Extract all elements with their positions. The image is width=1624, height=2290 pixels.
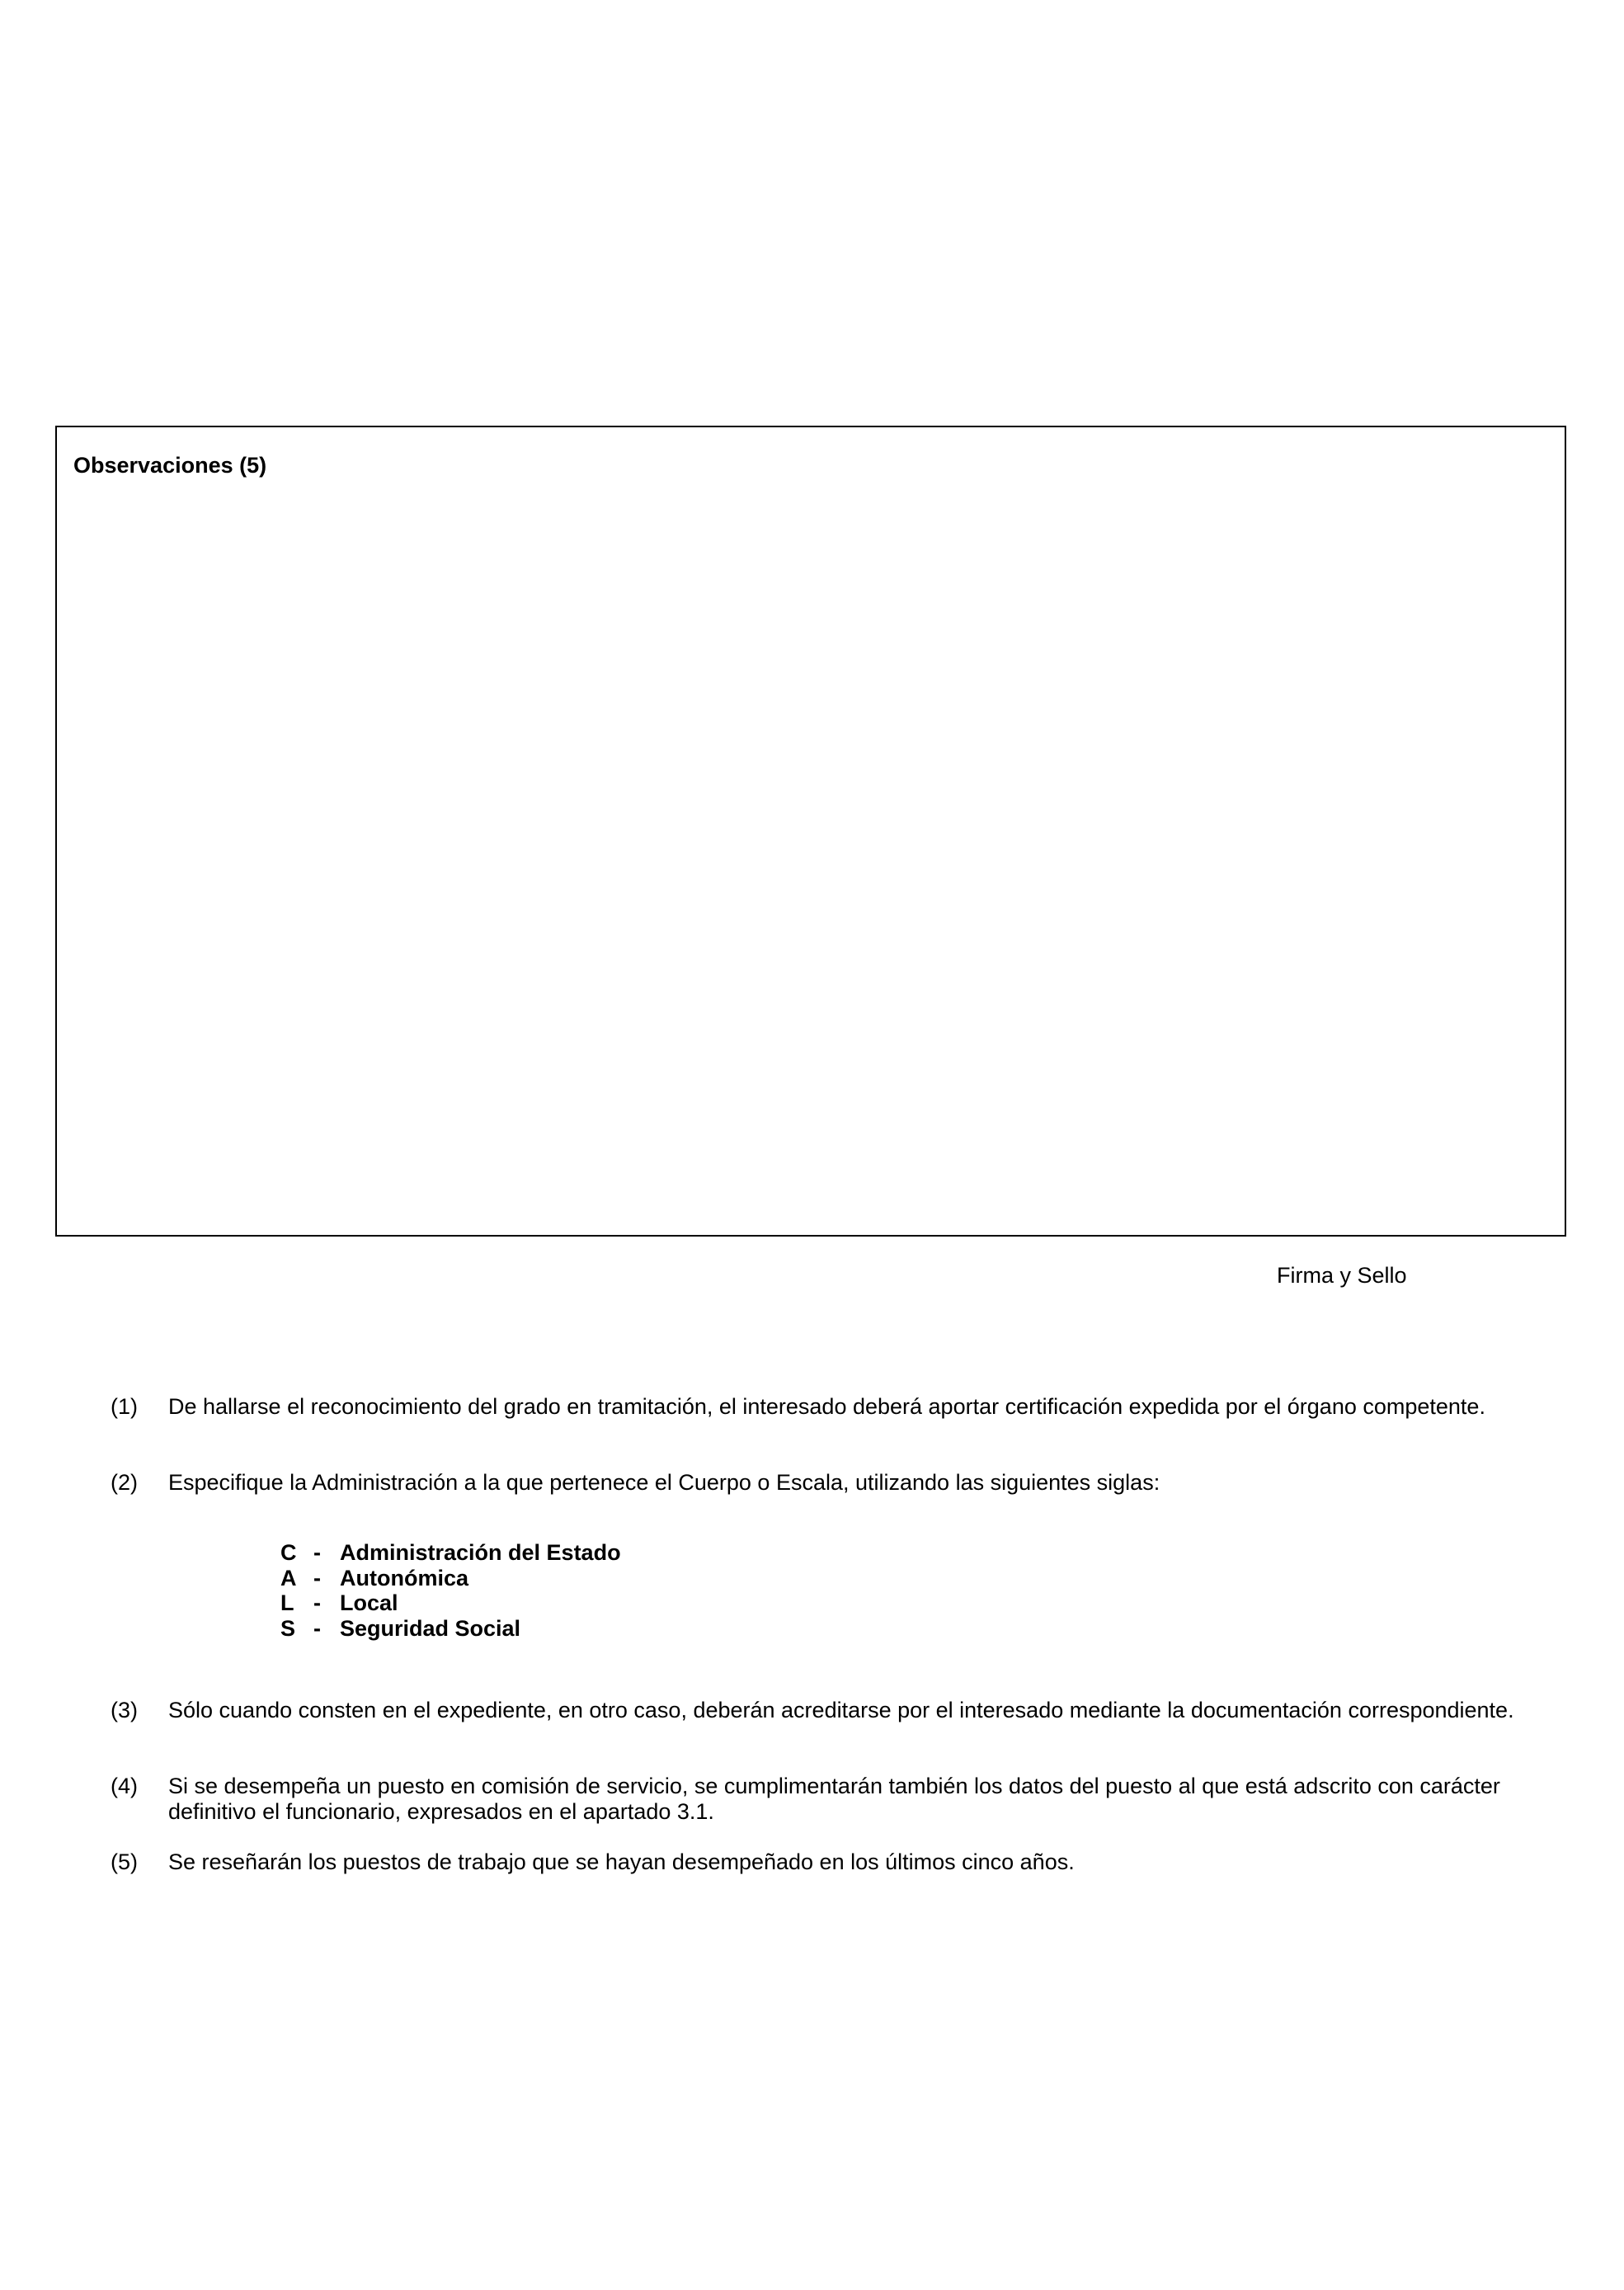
footnote-3 [111,1698,1567,1723]
sigla-code: L [280,1590,294,1615]
sigla-label: Seguridad Social [340,1615,521,1641]
sigla-code: S [280,1615,296,1641]
sigla-separator: - [313,1590,321,1615]
footnote-4 [111,1774,1567,1825]
observaciones-box[interactable] [55,426,1566,1237]
footnote-number: (2) [111,1470,138,1495]
footnote-number: (1) [111,1394,138,1419]
footnote-number: (3) [111,1698,138,1722]
footnote-1 [111,1394,1567,1420]
sigla-label: Local [340,1590,398,1615]
footnote-text: Si se desempeña un puesto en comisión de servicio, se cumplimentarán también los datos del puesto al que está adscrito con carácter definitivo el funcionario, expresados en el apartado 3.1. [168,1774,1500,1824]
footnote-text: Se reseñarán los puestos de trabajo que se hayan desempeñado en los últimos cinco años. [168,1849,1075,1874]
sigla-label: Administración del Estado [340,1540,621,1565]
footnote-text: Sólo cuando consten en el expediente, en otro caso, deberán acreditarse por el interesado mediante la documentación correspondiente. [168,1698,1514,1722]
footnote-5 [111,1849,1567,1875]
signature-label: Firma y Sello [1277,1263,1407,1288]
footnote-number: (4) [111,1774,138,1798]
footnote-text: Especifique la Administración a la que pertenece el Cuerpo o Escala, utilizando las siguientes siglas: [168,1470,1160,1495]
sigla-separator: - [313,1540,321,1565]
sigla-separator: - [313,1565,321,1590]
sigla-separator: - [313,1615,321,1641]
sigla-code: C [280,1540,297,1565]
footnote-2 [111,1470,1567,1496]
footnote-text: De hallarse el reconocimiento del grado en tramitación, el interesado deberá aportar certificación expedida por el órgano competente. [168,1394,1485,1419]
observaciones-title: Observaciones (5) [73,453,267,478]
sigla-code: A [280,1565,297,1590]
footnote-number: (5) [111,1849,138,1874]
sigla-label: Autonómica [340,1565,469,1590]
